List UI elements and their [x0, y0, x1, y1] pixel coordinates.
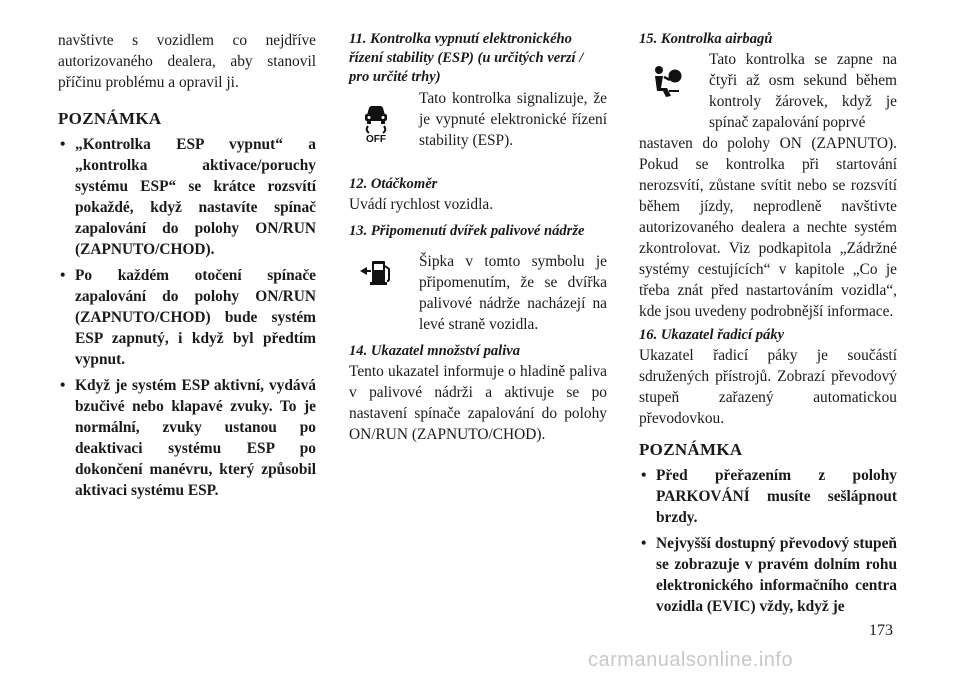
column-left	[58, 30, 316, 501]
watermark: carmanualsonline.info	[588, 649, 794, 671]
airbag-icon	[649, 64, 683, 104]
intro-paragraph: navštivte s vozidlem co nejdříve autorizovaného dealera, aby stanovil příčinu problému a opravil ji.	[58, 32, 316, 91]
note-item: • „Kontrolka ESP vypnut“ a „kontrolka aktivace/poruchy systému ESP“ se krátce rozsvítí pokaždé, když nastavíte spínač zapalování do polohy ON/RUN (ZAPNUTO/CHOD).	[58, 134, 316, 260]
section-16-title: 16. Ukazatel řadicí páky	[639, 327, 785, 343]
section-16-text: Ukazatel řadicí páky je součástí sdružených přístrojů. Zobrazí převodový stupeň zařazený automatickou převodovkou.	[639, 347, 897, 427]
column-right	[639, 30, 897, 617]
section-13-text: Šipka v tomto symbolu je připomenutím, že se dvířka palivové nádrže nacházejí na levé straně vozidla.	[419, 253, 607, 333]
note-heading: POZNÁMKA	[639, 440, 743, 459]
note-item: • Nejvyšší dostupný převodový stupeň se zobrazuje v pravém dolním rohu elektronického informačního centra vozidla (EVIC) vždy, když je	[639, 533, 897, 617]
note-item: • Po každém otočení spínače zapalování do polohy ON/RUN (ZAPNUTO/CHOD) bude systém ESP zapnutý, i když byl předtím vypnut.	[58, 265, 316, 370]
section-11-title: 11. Kontrolka vypnutí elektronického řízení stability (ESP) (u určitých verzí / pro určité trhy)	[349, 31, 584, 85]
section-11-text: Tato kontrolka signalizuje, že je vypnuté elektronické řízení stability (ESP).	[419, 90, 607, 149]
section-12-text: Uvádí rychlost vozidla.	[349, 196, 494, 213]
note-item: • Když je systém ESP aktivní, vydává bzučivé nebo klapavé zvuky. To je normální, zvuky ustanou po deaktivaci systému ESP po dokončení manévru, který způsobil aktivaci systému ESP.	[58, 375, 316, 501]
note-item: • Před přeřazením z polohy PARKOVÁNÍ musíte sešlápnout brzdy.	[639, 465, 897, 528]
fuel-pump-icon	[359, 257, 393, 293]
section-15-row	[639, 49, 897, 133]
section-13-row	[349, 241, 607, 335]
section-13-title: 13. Připomenutí dvířek palivové nádrže	[349, 223, 585, 239]
section-15-text-side: Tato kontrolka se zapne na čtyři až osm sekund během kontroly žárovek, když je spínač zapalování poprvé	[709, 51, 897, 131]
section-11-row	[349, 87, 607, 151]
section-14-text: Tento ukazatel informuje o hladině paliva v palivové nádrži a aktivuje se po nastavení spínače zapalování do polohy ON/RUN (ZAPNUTO/CHOD).	[349, 363, 607, 443]
section-14-title: 14. Ukazatel množství paliva	[349, 343, 521, 359]
section-15-title: 15. Kontrolka airbagů	[639, 31, 773, 47]
esp-off-icon	[359, 99, 393, 149]
column-middle	[349, 30, 607, 445]
note-heading: POZNÁMKA	[58, 109, 162, 128]
section-12-title: 12. Otáčkoměr	[349, 176, 438, 192]
note-list	[58, 134, 316, 501]
page-number: 173	[869, 622, 893, 639]
esp-off-icon-label: OFF	[366, 134, 386, 143]
section-15-text: nastaven do polohy ON (ZAPNUTO). Pokud se kontrolka při startování nerozsvítí, zůstane svítit nebo se rozsvítí během jízdy, neprodleně navštivte autorizovaného dealera a nechte systém zkontrolovat. Viz podkapitola „Zádržné systémy cestujících“ v kapitole „Co je třeba znát před nastartováním vozidla“, kde jsou uvedeny podrobnější informace.	[639, 135, 897, 320]
note-list	[639, 465, 897, 617]
